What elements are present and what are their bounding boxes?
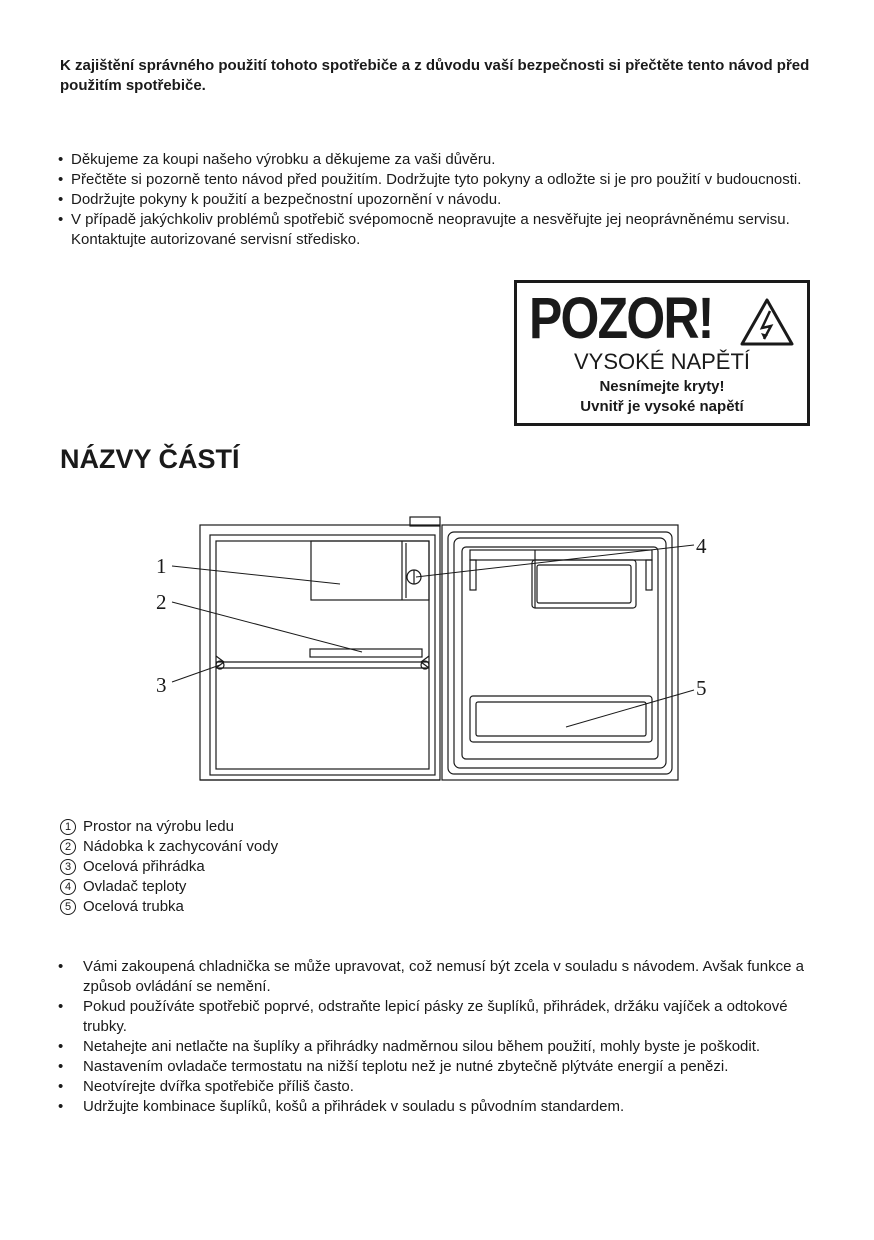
- callout-3: 3: [156, 673, 167, 697]
- list-item: • Vámi zakoupená chladnička se může upravovat, což nemusí být zcela v souladu s návodem. Avšak funkce a způsob ovládání se nemění.: [58, 957, 818, 997]
- steel-shelf: [216, 656, 429, 669]
- list-item: [60, 857, 278, 877]
- steel-tube: [470, 696, 652, 742]
- list-item: • Nastavením ovladače termostatu na nižší teplotu než je nutné zbytečně plýtváte energií a penězi.: [58, 1057, 818, 1077]
- high-voltage-icon: [739, 297, 795, 347]
- callout-5: 5: [696, 676, 707, 700]
- warning-line-1: Nesnímejte kryty!: [599, 378, 725, 395]
- intro-text: K zajištění správného použití tohoto spotřebiče a z důvodu vaší bezpečnosti si přečtěte tento návod před použitím spotřebiče.: [60, 57, 810, 94]
- part-number: 2: [60, 839, 76, 855]
- callout-4: 4: [696, 534, 707, 558]
- callout-1: 1: [156, 554, 167, 578]
- fridge-parts-diagram: [140, 512, 730, 797]
- part-label: Ovladač teploty: [83, 878, 187, 895]
- part-number: 4: [60, 879, 76, 895]
- list-item: • V případě jakýchkoliv problémů spotřebič svépomocně neopravujte a nesvěřujte jej neoprávněnému servisu. Kontaktujte autorizované servisní středisko.: [58, 210, 818, 250]
- list-item: • Přečtěte si pozorně tento návod před použitím. Dodržujte tyto pokyny a odložte si je pro použití v budoucnosti.: [58, 170, 818, 190]
- list-item: • Udržujte kombinace šuplíků, košů a přihrádek v souladu s původním standardem.: [58, 1097, 818, 1117]
- part-label: Ocelová přihrádka: [83, 858, 205, 875]
- warning-line-2: Uvnitř je vysoké napětí: [580, 398, 744, 415]
- list-item: • Děkujeme za koupi našeho výrobku a děkujeme za vaši důvěru.: [58, 150, 818, 170]
- part-label: Prostor na výrobu ledu: [83, 818, 234, 835]
- list-item: • Neotvírejte dvířka spotřebiče příliš často.: [58, 1077, 818, 1097]
- list-item: • Netahejte ani netlačte na šuplíky a přihrádky nadměrnou silou během použití, mohly byste je poškodit.: [58, 1037, 818, 1057]
- list-item: [60, 897, 278, 917]
- parts-legend: [60, 817, 278, 917]
- section-title: NÁZVY ČÁSTÍ: [60, 444, 240, 474]
- list-item: [60, 837, 278, 857]
- door-shelf: [470, 550, 652, 608]
- high-voltage-warning-box: [514, 280, 810, 426]
- part-number: 3: [60, 859, 76, 875]
- fridge-cabinet: [200, 525, 440, 780]
- list-item: [60, 877, 278, 897]
- intro-bullet-list: [58, 150, 818, 250]
- usage-bullet-list: [58, 957, 818, 1117]
- drip-tray: [310, 649, 422, 657]
- list-item: • Pokud používáte spotřebič poprvé, odstraňte lepicí pásky ze šuplíků, přihrádek, držáku vajíček a odtokové trubky.: [58, 997, 818, 1037]
- part-label: Ocelová trubka: [83, 898, 184, 915]
- part-number: 1: [60, 819, 76, 835]
- warning-title: POZOR!: [529, 286, 713, 351]
- list-item: • Dodržujte pokyny k použití a bezpečnostní upozornění v návodu.: [58, 190, 818, 210]
- list-item: [60, 817, 278, 837]
- part-number: 5: [60, 899, 76, 915]
- warning-subtitle: VYSOKÉ NAPĚTÍ: [573, 349, 751, 374]
- part-label: Nádobka k zachycování vody: [83, 838, 279, 855]
- callout-2: 2: [156, 590, 167, 614]
